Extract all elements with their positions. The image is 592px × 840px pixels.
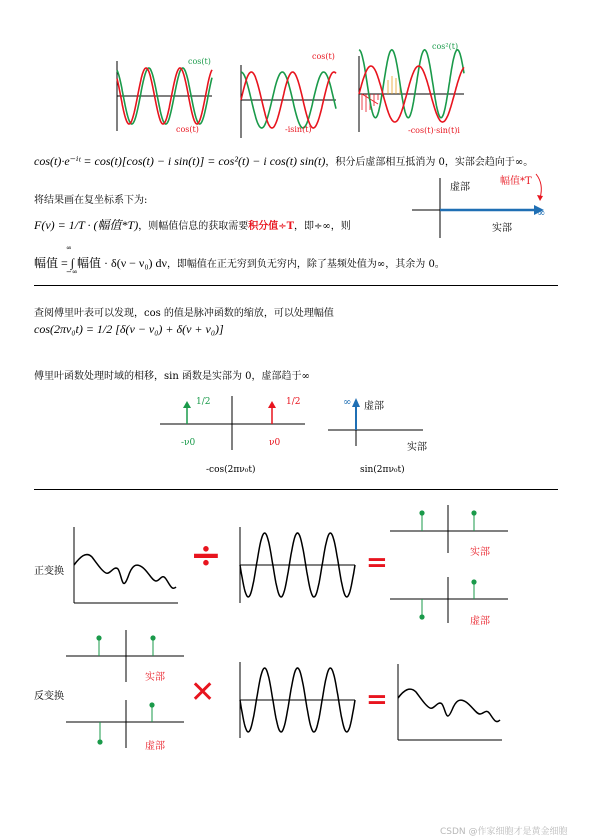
- equals-symbol-2: =: [366, 685, 388, 715]
- section2-formula: cos(2πν₀t) = 1/2 [δ(ν − ν₀) + δ(ν + ν₀)]: [34, 322, 224, 336]
- integral-lower: −∞: [66, 268, 78, 276]
- forward-signal-plot: [70, 525, 180, 605]
- plot1-top-label: cos(t): [188, 57, 211, 66]
- plot3-top-label: cos²(t): [432, 42, 459, 51]
- plot-cos2-cossin: [356, 54, 466, 134]
- inverse-imag-diagram: [66, 700, 186, 750]
- result-imag-diagram: [390, 577, 510, 625]
- forward-label: 正变换: [34, 566, 64, 577]
- sin-real-label: 实部: [407, 442, 427, 453]
- divider-1: [34, 285, 558, 286]
- sin-inf-label: ∞: [343, 397, 352, 408]
- section1-formula-emph: 积分值÷T: [248, 221, 295, 232]
- plot-cos-cos: [114, 56, 214, 136]
- inverse-imag-label: 虚部: [145, 741, 165, 752]
- integral-upper: ∞: [66, 244, 72, 252]
- section1-intro: 将结果画在复坐标系下为:: [34, 195, 148, 206]
- complex-imag-label: 虚部: [450, 182, 470, 193]
- formula-1-math: cos(t)·e⁻ⁱᵗ = cos(t)[cos(t) − i sin(t)] = cos²(t) − i cos(t) sin(t): [34, 154, 326, 168]
- sin-imag-label: 虚部: [364, 401, 384, 412]
- forward-sine-plot: [237, 525, 357, 605]
- inverse-real-diagram: [66, 630, 186, 682]
- divider-2: [34, 489, 558, 490]
- complex-amp-label: 幅值*T: [500, 176, 532, 187]
- section2-line2: 傅里叶函数处理时域的相移，sin 函数是实部为 0，虚部趋于∞: [34, 371, 310, 382]
- cos-right-value: 1/2: [286, 397, 301, 407]
- amplitude-math: 幅值 = ∫ 幅值 · δ(ν − ν₀) dν: [34, 256, 167, 270]
- section1-formula: [34, 214, 351, 233]
- watermark: CSDN @作家细胞才是黄金细胞: [440, 827, 568, 837]
- complex-inf-label: ∞: [537, 208, 546, 219]
- formula-1-note: ，积分后虚部相互抵消为 0，实部会趋向于∞。: [325, 157, 534, 168]
- plot3-bottom-label: -cos(t)·sin(t)i: [408, 126, 460, 135]
- amplitude-text: ，即幅值在正无穷到负无穷内，除了基频处值为∞，其余为 0。: [166, 259, 445, 270]
- plot1-bottom-label: cos(t): [176, 125, 199, 134]
- cos-right-label: ν0: [269, 438, 281, 448]
- section1-formula-math: F(ν) = 1/T · (幅值*T): [34, 218, 139, 232]
- inverse-real-label: 实部: [145, 672, 165, 683]
- divide-symbol: ÷: [190, 532, 222, 577]
- plot2-bottom-label: -isin(t): [285, 125, 312, 134]
- multiply-symbol: ✕: [190, 675, 216, 710]
- cos-left-label: -ν0: [181, 438, 196, 448]
- plot2-top-label: cos(t): [312, 52, 335, 61]
- formula-1: [34, 150, 533, 169]
- result-real-diagram: [390, 505, 510, 555]
- inverse-label: 反变换: [34, 691, 64, 702]
- result-imag-label: 虚部: [470, 616, 490, 627]
- section1-formula-text: ，则幅值信息的获取需要: [138, 221, 249, 232]
- sin-caption: sin(2πν₀t): [360, 465, 405, 475]
- section1-formula-tail: ，即÷∞，则: [294, 221, 351, 232]
- result-real-label: 实部: [470, 547, 490, 558]
- cos-left-value: 1/2: [196, 397, 211, 407]
- complex-real-label: 实部: [492, 223, 512, 234]
- amplitude-formula: [34, 252, 445, 271]
- cos-caption: -cos(2πν₀t): [206, 465, 256, 475]
- equals-symbol-1: =: [366, 548, 388, 578]
- inverse-signal-plot: [394, 662, 506, 742]
- inverse-sine-plot: [237, 660, 357, 740]
- section2-line1: 查阅傅里叶表可以发现，cos 的值是脉冲函数的缩放，可以处理幅值: [34, 308, 334, 319]
